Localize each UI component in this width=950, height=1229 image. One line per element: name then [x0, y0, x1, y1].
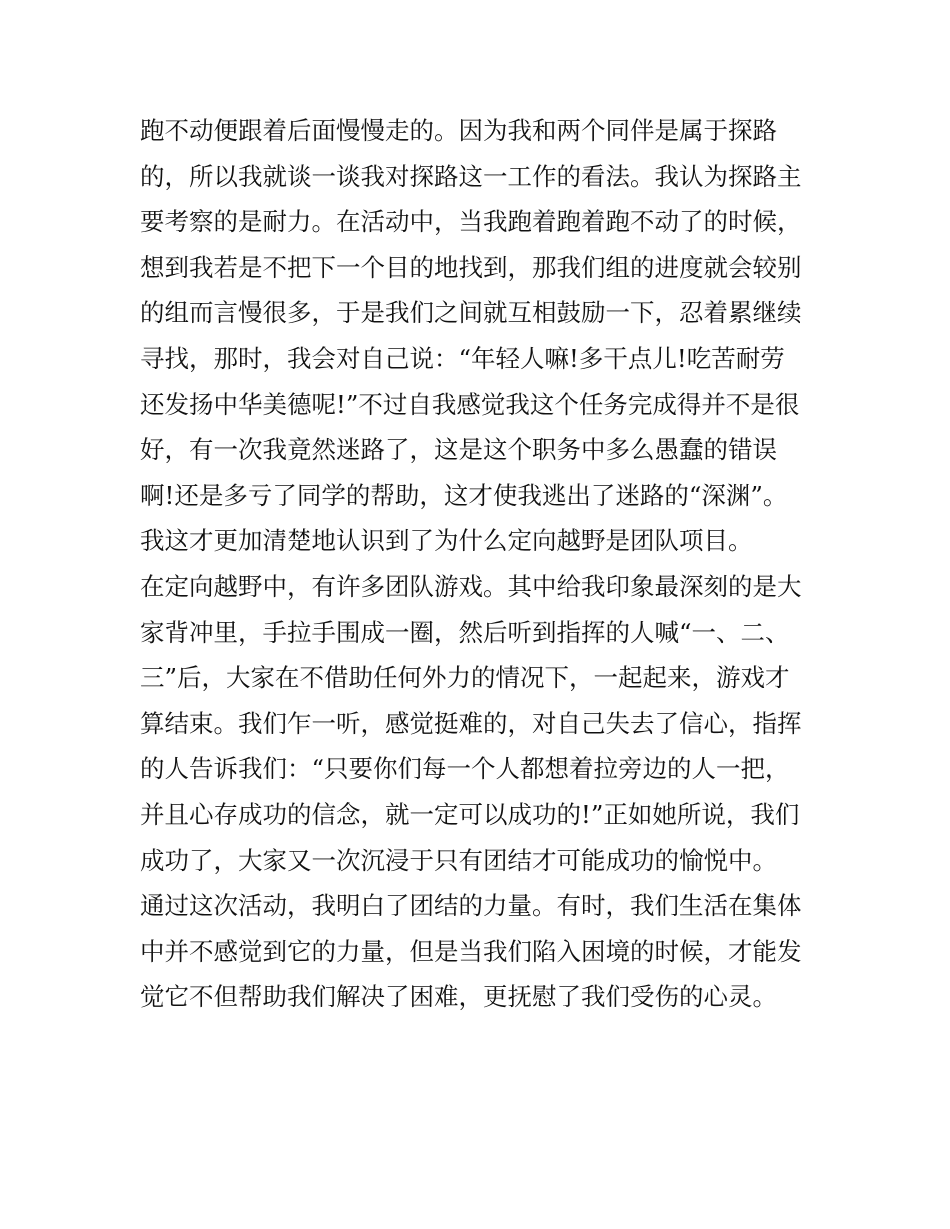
text-line: 成功了，大家又一次沉浸于只有团结才可能成功的愉悦中。	[140, 845, 777, 875]
text-line: 要考察的是耐力。在活动中，当我跑着跑着跑不动了的时候，	[140, 207, 802, 237]
text-line: 并且心存成功的信念，就一定可以成功的!”正如她所说，我们	[140, 799, 800, 829]
text-line: 想到我若是不把下一个目的地找到，那我们组的进度就会较别	[140, 252, 802, 282]
text-line: 的，所以我就谈一谈我对探路这一工作的看法。我认为探路主	[140, 161, 802, 191]
document-body	[140, 108, 820, 1020]
text-line: 家背冲里，手拉手围成一圈，然后听到指挥的人喊“一、二、	[140, 617, 790, 647]
text-line: 在定向越野中，有许多团队游戏。其中给我印象最深刻的是大	[140, 571, 802, 601]
text-line: 啊!还是多亏了同学的帮助，这才使我逃出了迷路的“深渊”。	[140, 480, 788, 510]
text-line: 中并不感觉到它的力量，但是当我们陷入困境的时候，才能发	[140, 936, 802, 966]
text-line: 通过这次活动，我明白了团结的力量。有时，我们生活在集体	[140, 891, 802, 921]
text-line: 跑不动便跟着后面慢慢走的。因为我和两个同伴是属于探路	[140, 116, 777, 145]
text-line: 三”后，大家在不借助任何外力的情况下，一起起来，游戏才	[140, 663, 790, 693]
text-line: 觉它不但帮助我们解决了困难，更抚慰了我们受伤的心灵。	[140, 982, 777, 1012]
text-line: 的人告诉我们：“只要你们每一个人都想着拉旁边的人一把，	[140, 754, 790, 784]
text-line: 寻找，那时，我会对自己说：“年轻人嘛!多干点儿!吃苦耐劳	[140, 343, 785, 373]
text-line: 算结束。我们乍一听，感觉挺难的，对自己失去了信心，指挥	[140, 708, 802, 738]
text-line: 还发扬中华美德呢!”不过自我感觉我这个任务完成得并不是很	[140, 389, 800, 419]
text-line: 的组而言慢很多，于是我们之间就互相鼓励一下，忍着累继续	[140, 298, 802, 328]
text-line: 我这才更加清楚地认识到了为什么定向越野是团队项目。	[140, 526, 753, 556]
text-line: 好，有一次我竟然迷路了，这是这个职务中多么愚蠢的错误	[140, 435, 777, 465]
